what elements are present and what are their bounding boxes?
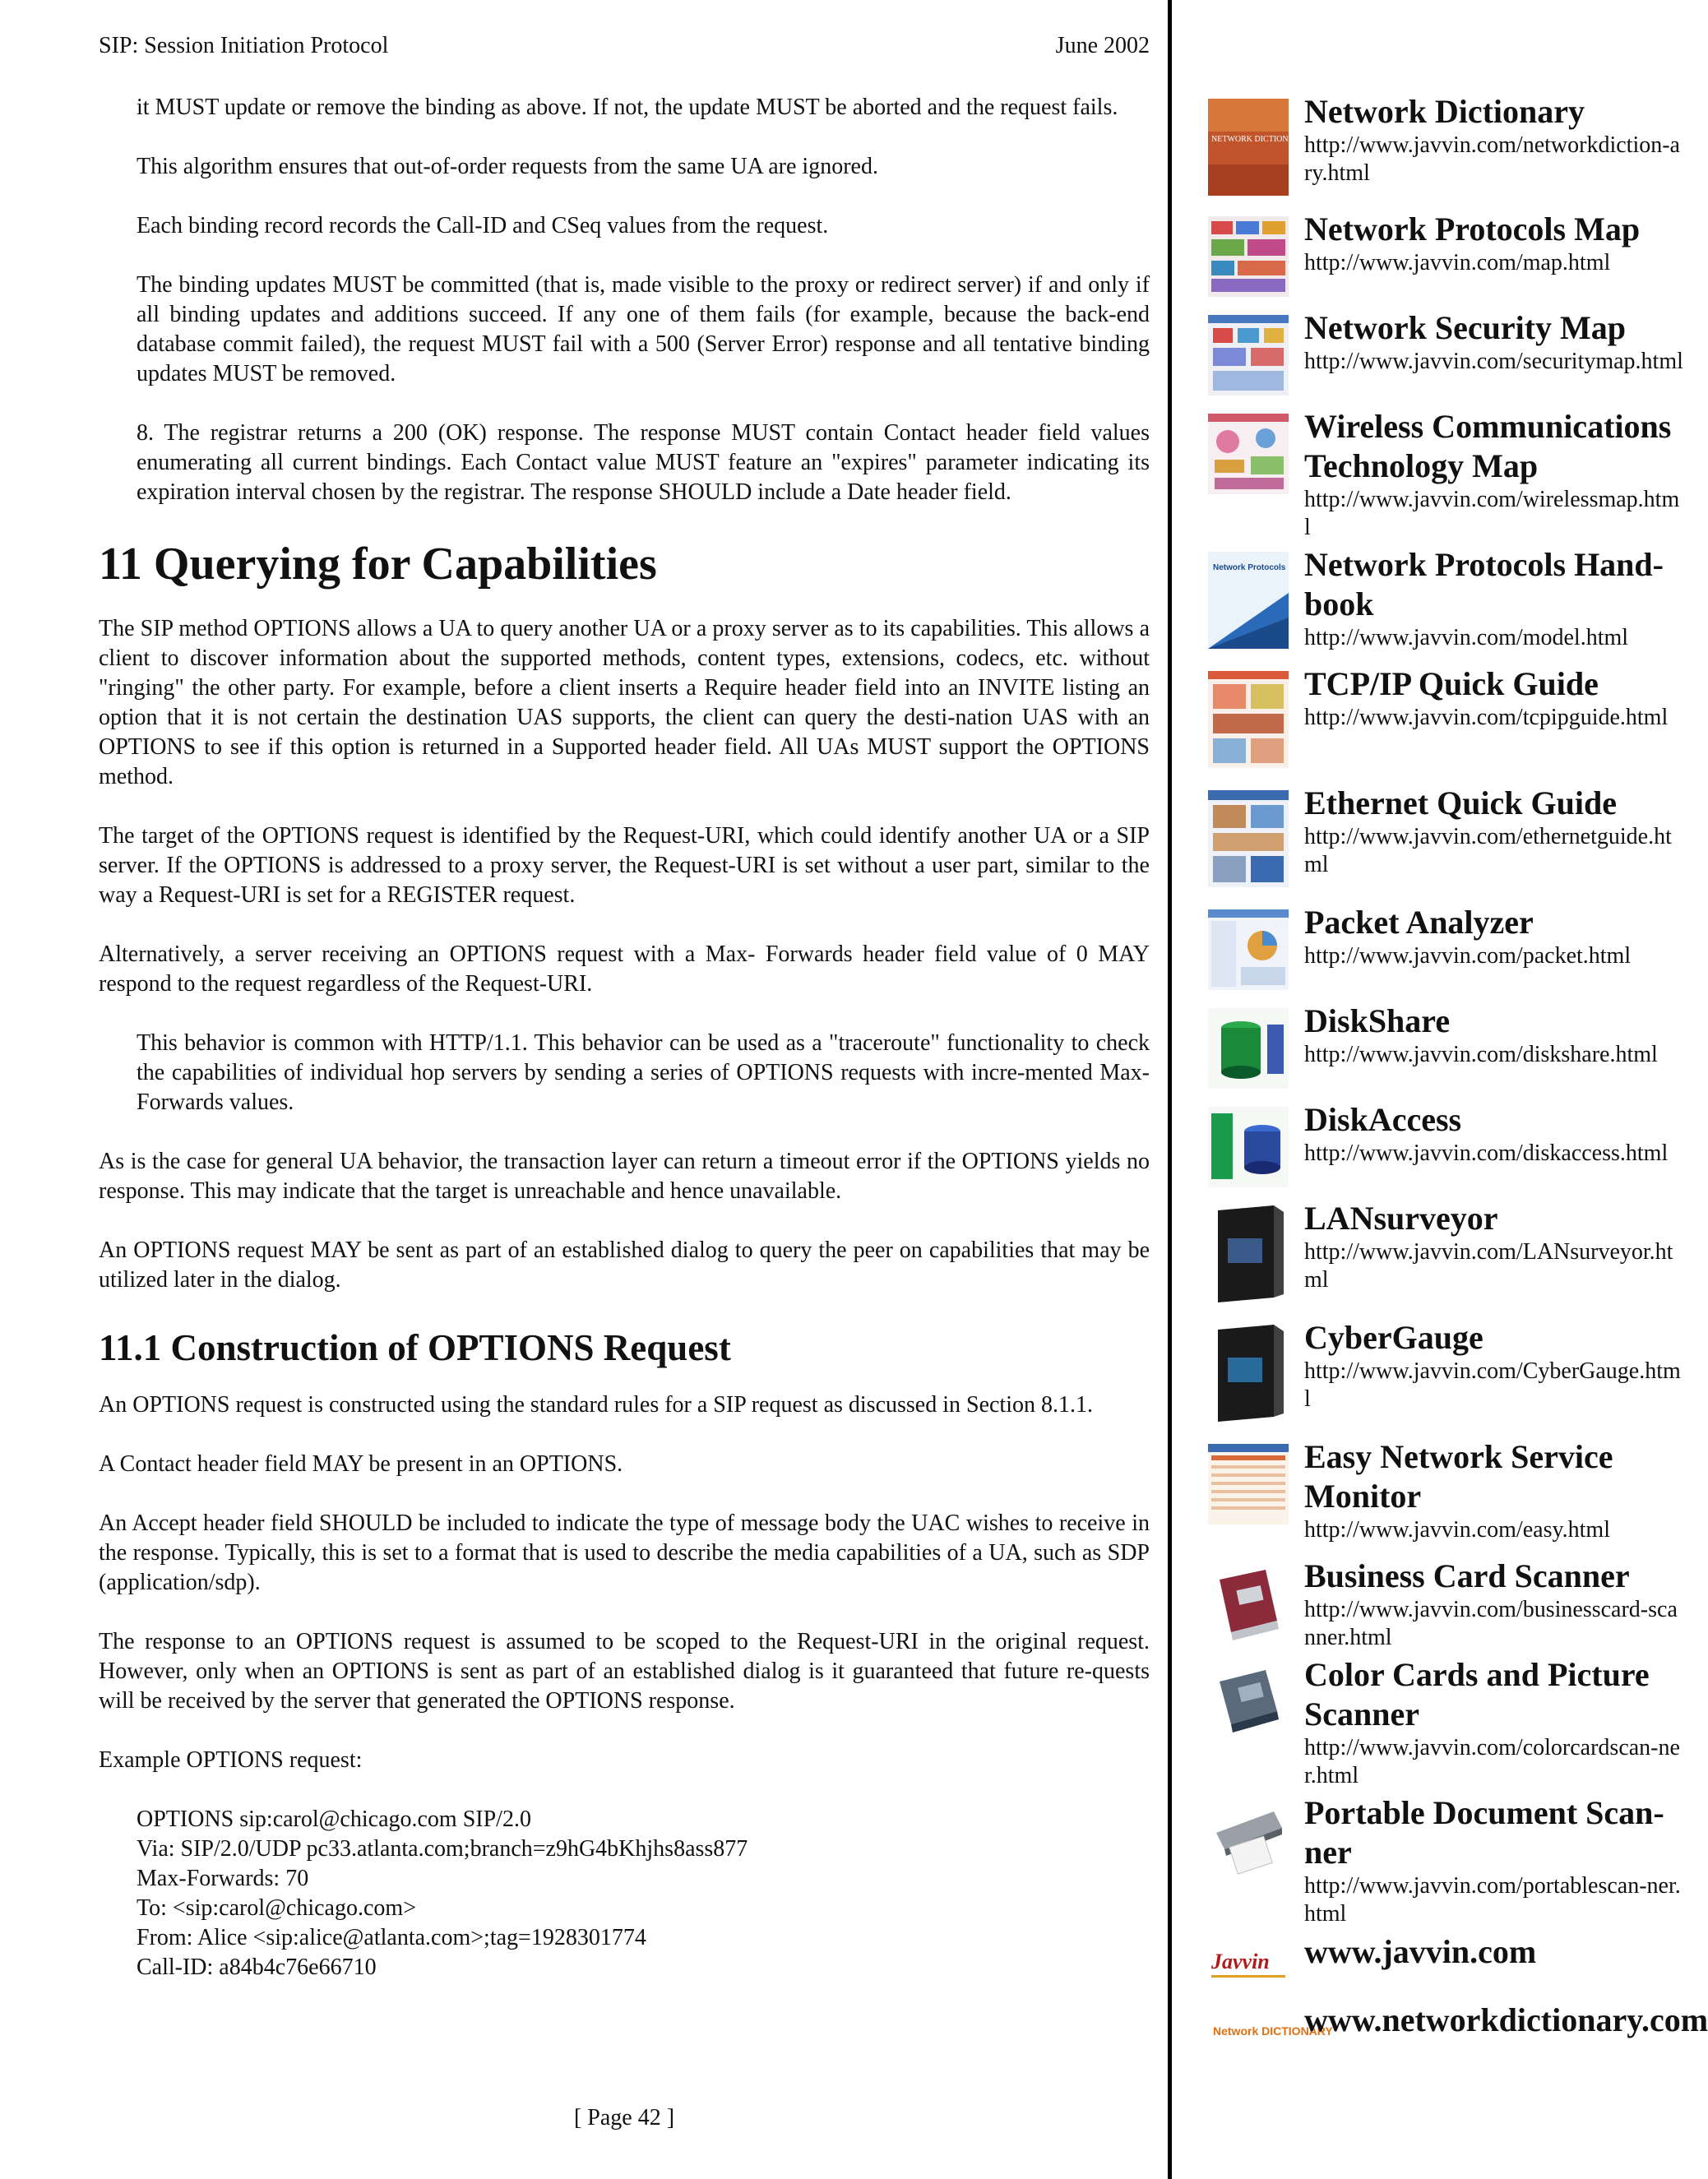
paragraph: Alternatively, a server receiving an OPTIONS request with a Max- Forwards header field value of 0 MAY respond to the request regardless of the Request-URI. [99, 941, 1150, 997]
sidebar-item-url[interactable]: http://www.javvin.com/easy.html [1304, 1517, 1610, 1543]
code-line: To: <sip:carol@chicago.com> [137, 1895, 416, 1921]
paragraph: it MUST update or remove the binding as above. If not, the update MUST be aborted and the request fails. [137, 95, 1118, 120]
paragraph: The SIP method OPTIONS allows a UA to query another UA or a proxy server as to its capabilities. This allows a client to discover information about the supported methods, content types, extensions, codecs, etc. without "ringing" the other party. For example, before a client inserts a Require header field into an INVITE listing an option that it is not certain the destination UAS supports, the client can query the desti-nation UAS with an OPTIONS to see if this option is returned in a Supported header field. All UAs MUST support the OPTIONS method. [99, 616, 1150, 789]
document-body [99, 93, 1150, 1982]
sidebar-item-url[interactable]: http://www.javvin.com/businesscard-scanner.html [1304, 1597, 1678, 1650]
sidebar-item-title: LANsurveyor [1304, 1200, 1498, 1237]
software-box-thumbnail [1208, 1008, 1289, 1105]
guide-thumbnail [1208, 671, 1289, 768]
sidebar-ads [1172, 0, 1708, 2179]
map-thumbnail [1208, 216, 1289, 313]
sidebar-item-title: Ethernet Quick Guide [1304, 784, 1618, 821]
sidebar-item-url[interactable]: http://www.javvin.com/diskshare.html [1304, 1042, 1658, 1067]
sidebar-item-title: www.networkdictionary.com [1304, 2001, 1708, 2038]
product-thumbnail [1208, 1662, 1289, 1759]
product-thumbnail [1208, 1800, 1289, 1897]
paragraph: Each binding record records the Call-ID and CSeq values from the request. [137, 213, 829, 238]
logo-text: Network DICTIONARY [1213, 2024, 1333, 2038]
networkdictionary-logo [1208, 2007, 1333, 2104]
sidebar-item-title: Network Protocols Hand-book [1304, 546, 1664, 622]
sidebar-item-url[interactable]: http://www.javvin.com/colorcardscan-ner.html [1304, 1735, 1680, 1788]
paragraph: This behavior is common with HTTP/1.1. This behavior can be used as a "traceroute" functionality to check the capabilities of individual hop servers by sending a series of OPTIONS requests with incre-mented Max-Forwards values. [137, 1030, 1150, 1115]
sidebar-item-url[interactable]: http://www.javvin.com/model.html [1304, 625, 1629, 650]
sidebar-item-url[interactable]: http://www.javvin.com/wirelessmap.html [1304, 487, 1680, 540]
subsection-heading: 11.1 Construction of OPTIONS Request [99, 1327, 731, 1368]
sidebar-item-title: Network Protocols Map [1304, 210, 1641, 248]
sidebar-item-url[interactable]: http://www.javvin.com/LANsurveyor.html [1304, 1239, 1673, 1293]
software-box-thumbnail [1208, 1325, 1289, 1422]
code-example [137, 1805, 1150, 1982]
guide-thumbnail [1208, 790, 1289, 887]
paragraph: The target of the OPTIONS request is identified by the Request-URI, which could identify another UA or a SIP server. If the OPTIONS is addressed to a proxy server, the Request-URI is set without a user part, similar to the way a Request-URI is set for a REGISTER request. [99, 823, 1150, 908]
sidebar-item-url[interactable]: http://www.javvin.com/ethernetguide.html [1304, 824, 1672, 877]
running-header-date: June 2002 [1055, 33, 1150, 58]
sidebar-item-title: Color Cards and Picture Scanner [1304, 1656, 1650, 1733]
sidebar-item-title: Portable Document Scan-ner [1304, 1794, 1664, 1871]
sidebar-item-url[interactable]: http://www.javvin.com/securitymap.html [1304, 349, 1683, 374]
sidebar-item-url[interactable]: http://www.javvin.com/tcpipguide.html [1304, 705, 1669, 730]
sidebar-item-title: Network Dictionary [1304, 93, 1585, 130]
sidebar-item-title: Packet Analyzer [1304, 904, 1534, 941]
software-screenshot-thumbnail [1208, 1444, 1289, 1541]
sidebar-item-title: DiskAccess [1304, 1101, 1462, 1138]
sidebar-item-title: CyberGauge [1304, 1319, 1484, 1356]
paragraph: Example OPTIONS request: [99, 1747, 363, 1773]
sidebar-item-title: Wireless Communications Technology Map [1304, 408, 1672, 484]
paragraph: The response to an OPTIONS request is assumed to be scoped to the Request-URI in the original request. However, only when an OPTIONS is sent as part of an established dialog is it guaranteed that future re-quests will be received by the server that generated the OPTIONS response. [99, 1629, 1150, 1714]
paragraph: As is the case for general UA behavior, the transaction layer can return a timeout error if the OPTIONS yields no response. This may indicate that the target is unreachable and hence unavailable. [99, 1149, 1150, 1204]
section-heading: 11 Querying for Capabilities [99, 539, 657, 590]
sidebar-item-url[interactable]: http://www.javvin.com/portablescan-ner.html [1304, 1873, 1681, 1927]
sidebar-item-title: Business Card Scanner [1304, 1557, 1630, 1594]
page-number: [ Page 42 ] [573, 2105, 675, 2130]
paragraph: An OPTIONS request is constructed using the standard rules for a SIP request as discussed in Section 8.1.1. [99, 1392, 1093, 1418]
sidebar-item-title: Network Security Map [1304, 309, 1627, 346]
sidebar-item-title: Easy Network Service Monitor [1304, 1438, 1613, 1515]
paragraph: An OPTIONS request MAY be sent as part of an established dialog to query the peer on capabilities that may be utilized later in the dialog. [99, 1238, 1150, 1293]
paragraph: The binding updates MUST be committed (that is, made visible to the proxy or redirect server) if and only if all binding updates and additions succeed. If any one of them fails (for example, because the back-end database commit failed), the request MUST fail with a 500 (Server Error) response and all tentative binding updates MUST be removed. [137, 272, 1150, 386]
software-box-thumbnail [1208, 1107, 1289, 1204]
logo-text: Javvin [1211, 1950, 1270, 1973]
paragraph: This algorithm ensures that out-of-order requests from the same UA are ignored. [137, 154, 878, 179]
book-cover-thumbnail [1208, 99, 1306, 196]
book-cover-thumbnail [1208, 552, 1289, 649]
paragraph: An Accept header field SHOULD be included to indicate the type of message body the UAC wishes to receive in the response. Typically, this is set to a format that is used to describe the media capabilities of a UA, such as SDP (application/sdp). [99, 1510, 1150, 1595]
software-screenshot-thumbnail [1208, 909, 1289, 1006]
software-box-thumbnail [1208, 1205, 1289, 1302]
sidebar-item-url[interactable]: http://www.javvin.com/map.html [1304, 250, 1611, 275]
code-line: Via: SIP/2.0/UDP pc33.atlanta.com;branch=z9hG4bKhjhs8ass877 [137, 1836, 748, 1862]
map-thumbnail [1208, 315, 1289, 412]
code-line: Call-ID: a84b4c76e66710 [137, 1955, 377, 1980]
sidebar-item-url[interactable]: http://www.javvin.com/diskaccess.html [1304, 1140, 1669, 1166]
sidebar-item-title: DiskShare [1304, 1002, 1451, 1039]
product-thumbnail [1208, 1563, 1289, 1660]
code-line: OPTIONS sip:carol@chicago.com SIP/2.0 [137, 1807, 531, 1832]
sidebar-item-title: TCP/IP Quick Guide [1304, 665, 1599, 702]
thumb-label: NETWORK DICTIONARY [1211, 135, 1306, 144]
sidebar-item-url[interactable]: http://www.javvin.com/networkdiction-ary.html [1304, 132, 1680, 186]
thumb-label: Network Protocols [1213, 563, 1286, 572]
running-header-title: SIP: Session Initiation Protocol [99, 33, 389, 58]
code-line: Max-Forwards: 70 [137, 1866, 309, 1891]
paragraph: A Contact header field MAY be present in an OPTIONS. [99, 1451, 623, 1477]
code-line: From: Alice <sip:alice@atlanta.com>;tag=1928301774 [137, 1925, 646, 1950]
sidebar-item-title: www.javvin.com [1304, 1933, 1537, 1970]
sidebar-item-url[interactable]: http://www.javvin.com/packet.html [1304, 943, 1632, 969]
sidebar-item-url[interactable]: http://www.javvin.com/CyberGauge.html [1304, 1358, 1681, 1412]
map-thumbnail [1208, 414, 1289, 511]
paragraph: 8. The registrar returns a 200 (OK) response. The response MUST contain Contact header field values enumerating all current bindings. Each Contact value MUST feature an "expires" parameter indicating its expiration interval chosen by the registrar. The response SHOULD include a Date header field. [137, 420, 1150, 505]
